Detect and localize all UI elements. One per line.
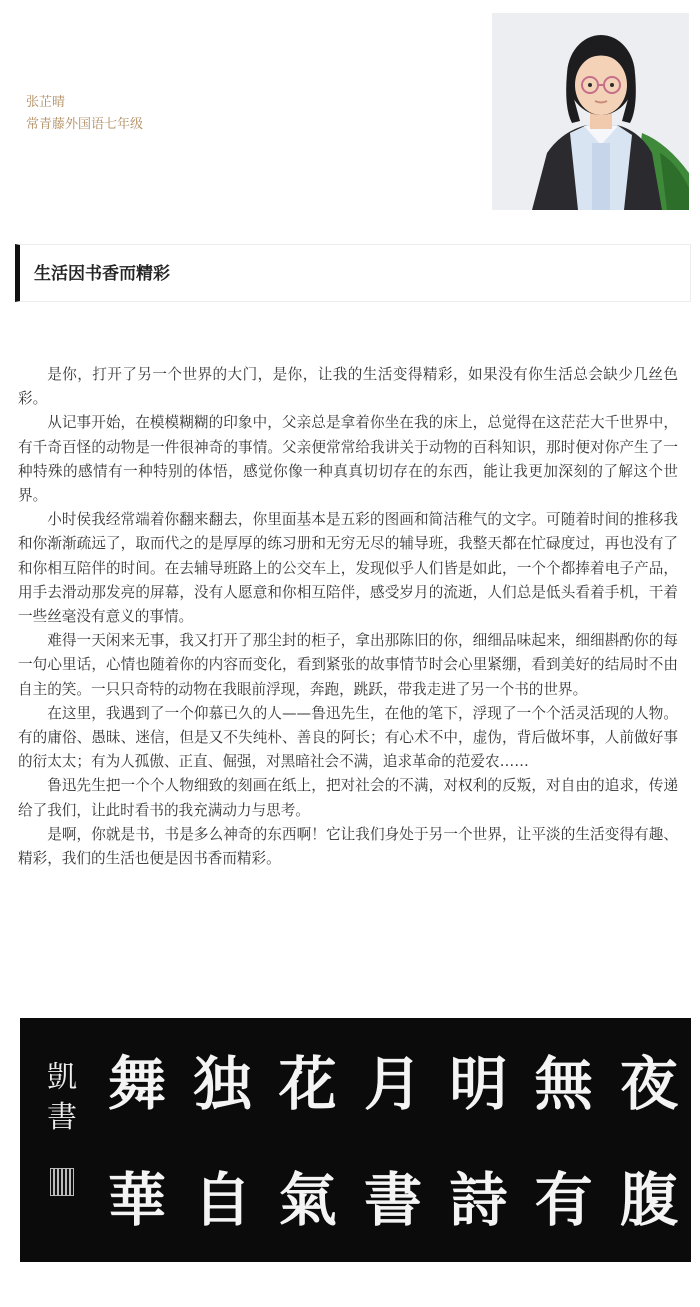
calligraphy-char: 有 — [534, 1166, 593, 1234]
author-info — [26, 92, 143, 136]
calligraphy-char: 腹 — [619, 1166, 678, 1234]
article-paragraph: 从记事开始，在模模糊糊的印象中，父亲总是拿着你坐在我的床上，总觉得在这茫茫大千世界中，有千奇百怪的动物是一件很神奇的事情。父亲便常常给我讲关于动物的百科知识，那时便对你产生了一种特殊的感情有一种特别的体悟，感觉你像一种真真切切存在的东西，能让我更加深刻的了解这个世界。 — [18, 414, 678, 505]
article-paragraph: 难得一天闲来无事，我又打开了那尘封的柜子，拿出那陈旧的你，细细品味起来，细细斟酌你的每一句心里话，心情也随着你的内容而变化，看到紧张的故事情节时会心里紧绷，看到美好的结局时不由自主的笑。一只只奇特的动物在我眼前浮现，奔跑，跳跃，带我走进了另一个书的世界。 — [18, 632, 678, 698]
calligraphy-char: 独 — [193, 1050, 252, 1118]
calligraphy-char: 詩 — [449, 1166, 508, 1234]
calligraphy-char: 夜 — [619, 1050, 678, 1118]
calligraphy-char: 舞 — [108, 1050, 167, 1118]
author-photo — [492, 13, 689, 210]
article-title-box — [15, 244, 691, 302]
article-body — [18, 363, 678, 871]
article-paragraph: 在这里，我遇到了一个仰慕已久的人——鲁迅先生，在他的笔下，浮现了一个个活灵活现的人物。有的庸俗、愚昧、迷信，但是又不失纯朴、善良的阿长；有心术不中，虚伪，背后做坏事，人前做好事的衍太太；有为人孤傲、正直、倔强，对黑暗社会不满，追求革命的范爱农…… — [18, 704, 678, 771]
calligraphy-char: 氣 — [278, 1166, 337, 1234]
signature-char: 書 — [47, 1100, 77, 1135]
calligraphy-line-2 — [108, 1168, 678, 1232]
author-name: 张芷晴 — [26, 95, 66, 110]
calligraphy-signature — [42, 1058, 82, 1138]
calligraphy-char: 書 — [363, 1166, 422, 1234]
article-paragraph: 小时侯我经常端着你翻来翻去，你里面基本是五彩的图画和简洁稚气的文字。可随着时间的推移我和你渐渐疏远了，取而代之的是厚厚的练习册和无穷无尽的辅导班，我整天都在忙碌度过，再也没有了和你相互陪伴的时间。在去辅导班路上的公交车上，发现似乎人们皆是如此，一个个都捧着电子产品，用手去滑动那发亮的屏幕，没有人愿意和你相互陪伴，感受岁月的流逝，人们总是低头看着手机，干着一些丝毫没有意义的事情。 — [18, 511, 678, 626]
article-paragraph: 是啊，你就是书，书是多么神奇的东西啊！它让我们身处于另一个世界，让平淡的生活变得有趣、精彩，我们的生活也便是因书香而精彩。 — [18, 825, 678, 868]
calligraphy-char: 華 — [108, 1166, 167, 1234]
article-paragraph: 鲁迅先生把一个个人物细致的刻画在纸上，把对社会的不满，对权利的反叛，对自由的追求，传递给了我们，让此时看书的我充满动力与思考。 — [18, 777, 678, 819]
calligraphy-char: 明 — [449, 1050, 508, 1118]
calligraphy-char: 月 — [363, 1050, 422, 1118]
calligraphy-artwork — [20, 1018, 691, 1262]
article-title: 生活因书香而精彩 — [34, 264, 170, 284]
calligraphy-char: 自 — [193, 1166, 252, 1234]
calligraphy-char: 花 — [278, 1050, 337, 1118]
portrait-image — [492, 13, 689, 210]
signature-char: 凱 — [47, 1060, 77, 1095]
calligraphy-char: 無 — [534, 1050, 593, 1118]
calligraphy-line-1 — [108, 1052, 678, 1116]
seal-stamp-icon — [50, 1168, 74, 1196]
article-paragraph: 是你，打开了另一个世界的大门，是你，让我的生活变得精彩，如果没有你生活总会缺少几丝色彩。 — [18, 366, 678, 408]
author-school: 常青藤外国语七年级 — [26, 117, 144, 132]
